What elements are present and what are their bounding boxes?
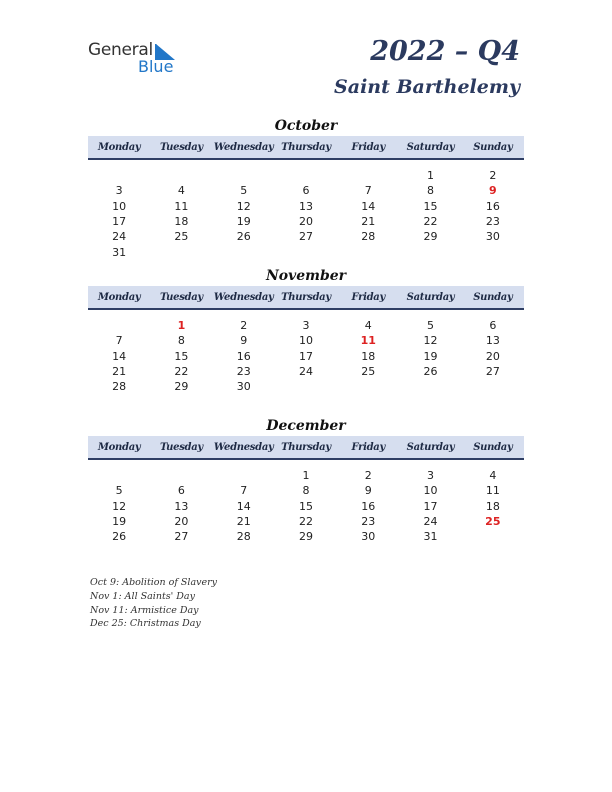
day-cell: 14 — [361, 199, 376, 213]
weekday-header — [88, 436, 524, 460]
day-cell: 11 — [485, 484, 500, 498]
day-cell: 17 — [298, 349, 313, 363]
day-cell: 30 — [236, 380, 251, 394]
day-cell: 19 — [236, 215, 251, 229]
weekday-label: Tuesday — [159, 291, 203, 303]
holiday-day-cell: 9 — [489, 184, 497, 198]
day-cell: 18 — [174, 215, 189, 229]
week-row — [88, 529, 524, 544]
day-cell: 26 — [112, 530, 127, 544]
day-cell: 3 — [427, 469, 435, 483]
holiday-note: Oct 9: Abolition of Slavery — [90, 577, 218, 588]
week-row — [88, 364, 524, 379]
day-cell: 10 — [112, 199, 127, 213]
day-cell: 1 — [427, 169, 435, 183]
day-cell: 6 — [302, 184, 310, 198]
week-row — [88, 468, 524, 483]
day-cell: 21 — [361, 215, 376, 229]
day-cell: 13 — [174, 499, 189, 513]
day-cell: 16 — [485, 199, 500, 213]
day-cell: 12 — [423, 334, 438, 348]
day-cell: 12 — [236, 199, 251, 213]
day-cell: 5 — [427, 319, 435, 333]
day-cell: 4 — [177, 184, 185, 198]
day-cell: 17 — [423, 499, 438, 513]
day-cell: 20 — [485, 349, 500, 363]
day-cell: 18 — [361, 349, 376, 363]
day-cell: 4 — [489, 469, 497, 483]
day-cell: 22 — [298, 515, 313, 529]
week-row — [88, 214, 524, 229]
day-cell: 24 — [112, 230, 127, 244]
day-cell: 7 — [115, 334, 123, 348]
weekday-label: Saturday — [406, 441, 455, 453]
month-title: November — [265, 268, 347, 284]
weekday-label: Friday — [351, 141, 385, 153]
weekday-label: Saturday — [406, 291, 455, 303]
day-cell: 29 — [423, 230, 438, 244]
day-cell: 26 — [236, 230, 251, 244]
day-cell: 2 — [240, 319, 248, 333]
weekday-label: Sunday — [473, 441, 513, 453]
weekday-label: Tuesday — [159, 141, 203, 153]
week-row — [88, 514, 524, 529]
holiday-note: Nov 1: All Saints' Day — [90, 590, 195, 602]
day-cell: 16 — [236, 349, 251, 363]
day-cell: 21 — [236, 515, 251, 529]
day-cell: 31 — [423, 530, 438, 544]
month-grid — [88, 460, 524, 544]
day-cell: 6 — [177, 484, 185, 498]
day-cell: 18 — [485, 499, 500, 513]
weekday-header — [88, 286, 524, 310]
day-cell: 24 — [298, 365, 313, 379]
week-row — [88, 499, 524, 514]
day-cell: 28 — [236, 530, 251, 544]
day-cell: 26 — [423, 365, 438, 379]
day-cell: 3 — [115, 184, 123, 198]
weekday-label: Wednesday — [213, 441, 274, 453]
logo-word-general: General — [88, 40, 153, 60]
day-cell: 9 — [240, 334, 248, 348]
day-cell: 14 — [112, 349, 127, 363]
day-cell: 10 — [298, 334, 313, 348]
weekday-label: Thursday — [281, 291, 331, 303]
logo-word-blue: Blue — [138, 57, 174, 76]
weekday-label: Wednesday — [213, 141, 274, 153]
brand-logo — [88, 40, 188, 76]
day-cell: 8 — [177, 334, 185, 348]
day-cell: 19 — [112, 515, 127, 529]
day-cell: 8 — [427, 184, 435, 198]
page-subtitle: Saint Barthelemy — [334, 76, 520, 98]
week-row — [88, 229, 524, 244]
day-cell: 29 — [298, 530, 313, 544]
day-cell: 16 — [361, 499, 376, 513]
day-cell: 3 — [302, 319, 310, 333]
day-cell: 11 — [174, 199, 189, 213]
week-row — [88, 349, 524, 364]
day-cell: 21 — [112, 365, 127, 379]
day-cell: 31 — [112, 245, 127, 259]
month-title: December — [266, 418, 346, 434]
month-grid — [88, 310, 524, 394]
day-cell: 22 — [423, 215, 438, 229]
day-cell: 25 — [174, 230, 189, 244]
week-row — [88, 168, 524, 183]
week-row — [88, 483, 524, 498]
weekday-label: Friday — [351, 441, 385, 453]
day-cell: 17 — [112, 215, 127, 229]
holiday-day-cell: 11 — [360, 334, 376, 348]
day-cell: 14 — [236, 499, 251, 513]
page-title: 2022 – Q4 — [370, 36, 520, 67]
day-cell: 22 — [174, 365, 189, 379]
day-cell: 13 — [298, 199, 313, 213]
day-cell: 20 — [298, 215, 313, 229]
day-cell: 30 — [485, 230, 500, 244]
day-cell: 10 — [423, 484, 438, 498]
day-cell: 23 — [361, 515, 376, 529]
week-row — [88, 333, 524, 348]
weekday-header — [88, 136, 524, 160]
day-cell: 19 — [423, 349, 438, 363]
day-cell: 27 — [298, 230, 313, 244]
weekday-label: Monday — [97, 441, 141, 453]
day-cell: 6 — [489, 319, 497, 333]
day-cell: 29 — [174, 380, 189, 394]
week-row — [88, 183, 524, 198]
weekday-label: Saturday — [406, 141, 455, 153]
day-cell: 20 — [174, 515, 189, 529]
weekday-label: Monday — [97, 141, 141, 153]
weekday-label: Thursday — [281, 441, 331, 453]
week-row — [88, 244, 524, 259]
holiday-notes — [90, 576, 217, 631]
day-cell: 15 — [174, 349, 189, 363]
day-cell: 5 — [115, 484, 123, 498]
day-cell: 7 — [364, 184, 372, 198]
day-cell: 30 — [361, 530, 376, 544]
day-cell: 25 — [361, 365, 376, 379]
weekday-label: Friday — [351, 291, 385, 303]
month-title: October — [274, 118, 338, 134]
day-cell: 7 — [240, 484, 248, 498]
day-cell: 4 — [364, 319, 372, 333]
weekday-label: Wednesday — [213, 291, 274, 303]
day-cell: 28 — [112, 380, 127, 394]
weekday-label: Sunday — [473, 141, 513, 153]
day-cell: 28 — [361, 230, 376, 244]
holiday-day-cell: 25 — [485, 515, 501, 529]
holiday-day-cell: 1 — [177, 319, 186, 333]
day-cell: 23 — [485, 215, 500, 229]
day-cell: 24 — [423, 515, 438, 529]
day-cell: 8 — [302, 484, 310, 498]
holiday-note: Dec 25: Christmas Day — [90, 618, 201, 630]
weekday-label: Monday — [97, 291, 141, 303]
day-cell: 2 — [364, 469, 372, 483]
weekday-label: Tuesday — [159, 441, 203, 453]
weekday-label: Sunday — [473, 291, 513, 303]
holiday-note: Nov 11: Armistice Day — [90, 604, 199, 616]
month-grid — [88, 160, 524, 260]
week-row — [88, 199, 524, 214]
day-cell: 13 — [485, 334, 500, 348]
day-cell: 12 — [112, 499, 127, 513]
month-october — [88, 116, 524, 260]
month-november — [88, 266, 524, 394]
day-cell: 27 — [174, 530, 189, 544]
week-row — [88, 379, 524, 394]
day-cell: 15 — [423, 199, 438, 213]
weekday-label: Thursday — [281, 141, 331, 153]
week-row — [88, 318, 524, 333]
day-cell: 15 — [298, 499, 313, 513]
day-cell: 23 — [236, 365, 251, 379]
day-cell: 1 — [302, 469, 310, 483]
day-cell: 9 — [364, 484, 372, 498]
day-cell: 27 — [485, 365, 500, 379]
day-cell: 2 — [489, 169, 497, 183]
month-december — [88, 416, 524, 544]
day-cell: 5 — [240, 184, 248, 198]
